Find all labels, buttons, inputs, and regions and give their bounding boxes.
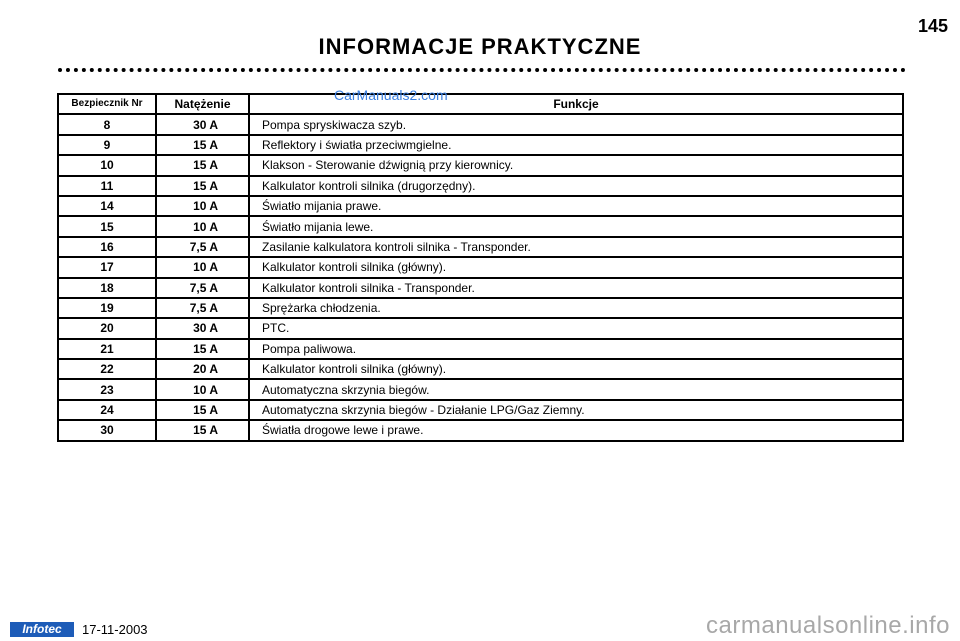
- fuse-number-cell: 30: [58, 420, 156, 440]
- page-number: 145: [917, 16, 948, 36]
- table-row: [58, 359, 903, 379]
- fuse-number-cell: 10: [58, 155, 156, 175]
- footer-date: 17-11-2003: [82, 622, 148, 637]
- function-cell: Pompa paliwowa.: [249, 339, 903, 359]
- amperage-cell: 7,5 A: [156, 278, 249, 298]
- amperage-cell: 10 A: [156, 379, 249, 399]
- function-cell: Kalkulator kontroli silnika (główny).: [249, 359, 903, 379]
- table-row: [58, 155, 903, 175]
- amperage-cell: 15 A: [156, 420, 249, 440]
- function-cell: Pompa spryskiwacza szyb.: [249, 114, 903, 134]
- table-row: [58, 237, 903, 257]
- fuse-number-cell: 15: [58, 216, 156, 236]
- amperage-cell: 30 A: [156, 114, 249, 134]
- fuse-number-cell: 14: [58, 196, 156, 216]
- table-row: [58, 135, 903, 155]
- amperage-cell: 7,5 A: [156, 298, 249, 318]
- function-cell: Światło mijania lewe.: [249, 216, 903, 236]
- amperage-cell: 10 A: [156, 196, 249, 216]
- function-cell: Światła drogowe lewe i prawe.: [249, 420, 903, 440]
- table-row: [58, 379, 903, 399]
- header-functions: Funkcje: [249, 94, 903, 114]
- table-header-row: [58, 94, 903, 114]
- table-row: [58, 216, 903, 236]
- fuse-number-cell: 20: [58, 318, 156, 338]
- table-row: [58, 420, 903, 440]
- amperage-cell: 20 A: [156, 359, 249, 379]
- fuse-number-cell: 11: [58, 176, 156, 196]
- function-cell: Automatyczna skrzynia biegów - Działanie LPG/Gaz Ziemny.: [249, 400, 903, 420]
- function-cell: Światło mijania prawe.: [249, 196, 903, 216]
- table-row: [58, 278, 903, 298]
- table-row: [58, 339, 903, 359]
- header-fuse-number: Bezpiecznik Nr: [58, 94, 156, 114]
- amperage-cell: 10 A: [156, 257, 249, 277]
- footer-site-watermark: carmanualsonline.info: [706, 612, 950, 639]
- fuse-number-cell: 18: [58, 278, 156, 298]
- amperage-cell: 7,5 A: [156, 237, 249, 257]
- amperage-cell: 15 A: [156, 339, 249, 359]
- fuse-number-cell: 22: [58, 359, 156, 379]
- fuse-number-cell: 17: [58, 257, 156, 277]
- table-row: [58, 114, 903, 134]
- fuse-number-cell: 21: [58, 339, 156, 359]
- table-row: [58, 176, 903, 196]
- table-row: [58, 257, 903, 277]
- fuse-number-cell: 9: [58, 135, 156, 155]
- table-body: [58, 114, 903, 440]
- infotec-logo: Infotec: [10, 622, 74, 637]
- header-amperage: Natężenie: [156, 94, 249, 114]
- function-cell: PTC.: [249, 318, 903, 338]
- fuse-table: [57, 93, 904, 442]
- fuse-number-cell: 23: [58, 379, 156, 399]
- fuse-number-cell: 16: [58, 237, 156, 257]
- amperage-cell: 10 A: [156, 216, 249, 236]
- fuse-number-cell: 19: [58, 298, 156, 318]
- function-cell: Reflektory i światła przeciwmgielne.: [249, 135, 903, 155]
- function-cell: Kalkulator kontroli silnika (główny).: [249, 257, 903, 277]
- function-cell: Sprężarka chłodzenia.: [249, 298, 903, 318]
- title-divider: [58, 68, 906, 72]
- amperage-cell: 15 A: [156, 176, 249, 196]
- amperage-cell: 15 A: [156, 155, 249, 175]
- page-title: INFORMACJE PRAKTYCZNE: [318, 34, 642, 59]
- function-cell: Kalkulator kontroli silnika - Transponder.: [249, 278, 903, 298]
- watermark-text: CarManuals2.com: [334, 87, 448, 103]
- table-row: [58, 318, 903, 338]
- function-cell: Kalkulator kontroli silnika (drugorzędny).: [249, 176, 903, 196]
- table-row: [58, 400, 903, 420]
- fuse-number-cell: 8: [58, 114, 156, 134]
- function-cell: Zasilanie kalkulatora kontroli silnika - Transponder.: [249, 237, 903, 257]
- table-row: [58, 298, 903, 318]
- amperage-cell: 15 A: [156, 135, 249, 155]
- table-row: [58, 196, 903, 216]
- amperage-cell: 30 A: [156, 318, 249, 338]
- amperage-cell: 15 A: [156, 400, 249, 420]
- function-cell: Automatyczna skrzynia biegów.: [249, 379, 903, 399]
- fuse-number-cell: 24: [58, 400, 156, 420]
- function-cell: Klakson - Sterowanie dźwignią przy kierownicy.: [249, 155, 903, 175]
